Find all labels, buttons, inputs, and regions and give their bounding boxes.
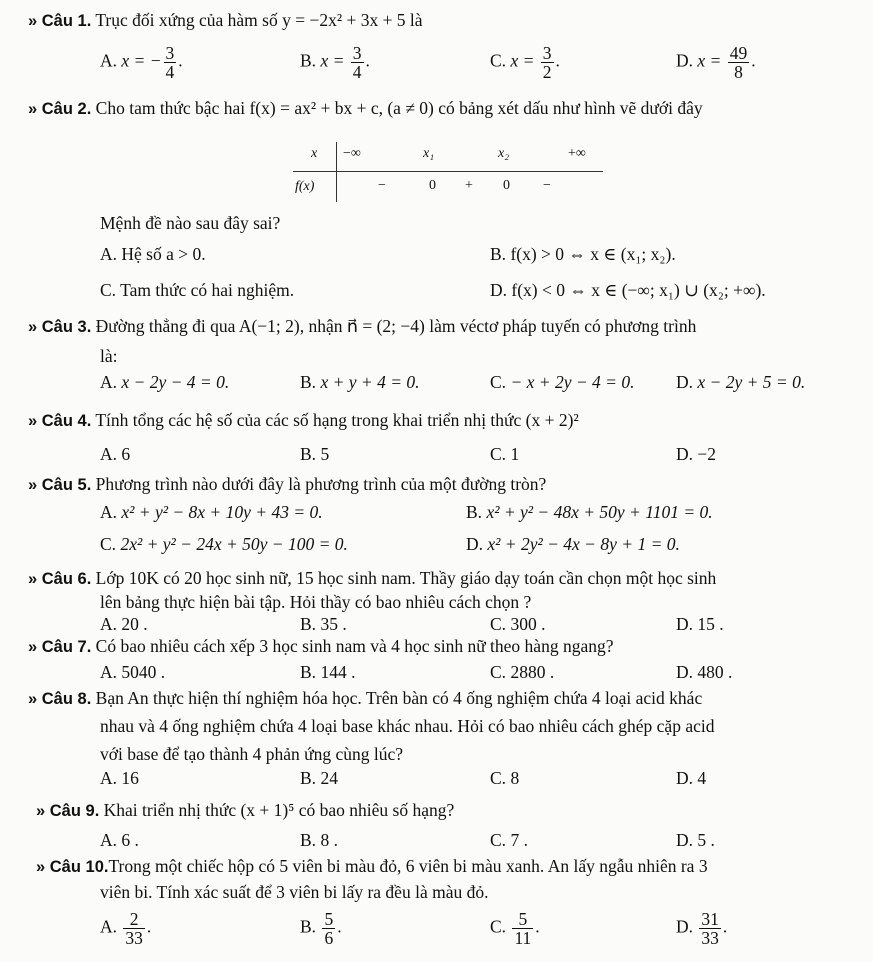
q8-text3: với base để tạo thành 4 phản ứng cùng lúc? [100, 744, 404, 764]
option-letter: B. [466, 502, 483, 522]
q3-option-c[interactable] [490, 372, 634, 393]
option-text: x² + y² − 48x + 50y + 1101 = 0. [486, 502, 713, 522]
q3-text2: là: [100, 346, 118, 366]
q3-stem [28, 316, 696, 337]
denominator: 6 [324, 928, 334, 948]
option-letter: B. [300, 916, 317, 937]
q6-text: Lớp 10K có 20 học sinh nữ, 15 học sinh nam. Thầy giáo dạy toán cần chọn một học sinh [95, 568, 717, 588]
option-letter: D. [676, 50, 694, 71]
q2-stem [28, 98, 703, 119]
option-letter: C. [490, 614, 507, 634]
table-vline [336, 142, 337, 202]
q7-stem [28, 636, 614, 657]
table-sign: − [378, 178, 386, 193]
q6-option-c[interactable] [490, 614, 545, 635]
option-pre: x = [320, 50, 349, 71]
table-sign: + [465, 178, 473, 193]
table-hline [293, 171, 603, 172]
option-letter: C. [490, 830, 507, 850]
fraction [699, 910, 721, 947]
option-letter: D. [676, 372, 694, 392]
option-letter: A. [100, 614, 118, 634]
q5-option-a[interactable] [100, 502, 323, 523]
numerator: 3 [542, 43, 552, 63]
table-x-value: x₂ [498, 146, 510, 161]
option-text: 5040 . [121, 662, 166, 682]
table-x-value: x₁ [423, 146, 435, 161]
option-text: 20 . [121, 614, 148, 634]
denominator: 4 [165, 62, 175, 82]
q4-text: Tính tổng các hệ số của các số hạng trong khai triển nhị thức (x + 2)² [95, 410, 579, 430]
numerator: 3 [165, 43, 175, 63]
q8-text2: nhau và 4 ống nghiệm chứa 4 loại base khác nhau. Hỏi có bao nhiêu cách ghép cặp acid [100, 716, 715, 736]
q4-stem [28, 410, 579, 431]
option-letter: C. [490, 50, 507, 71]
option-letter: D. [676, 614, 694, 634]
option-text: 24 [320, 768, 338, 788]
q7-option-d[interactable] [676, 662, 732, 683]
option-text: 16 [121, 768, 139, 788]
option-text: 35 . [320, 614, 347, 634]
option-text: 6 [121, 444, 131, 464]
option-post: . [365, 50, 370, 71]
option-letter: A. [100, 916, 118, 937]
table-fx-label: f(x) [295, 179, 315, 194]
table-x-value: +∞ [568, 146, 586, 161]
numerator: 3 [352, 43, 362, 63]
q5-label: » Câu 5. [28, 476, 92, 494]
option-letter: B. [300, 614, 317, 634]
q2-option-c[interactable] [100, 280, 294, 301]
q10-option-d[interactable] [676, 910, 727, 947]
q8-stem [28, 688, 702, 709]
q3-label: » Câu 3. [28, 318, 92, 336]
q2-label: » Câu 2. [28, 100, 92, 118]
table-x-label: x [311, 146, 318, 161]
sign-table [293, 138, 613, 204]
q9-option-c[interactable] [490, 830, 528, 851]
q6-stem [28, 568, 716, 589]
option-letter: A. [100, 502, 118, 522]
q4-option-d[interactable] [676, 444, 716, 465]
q6-option-d[interactable] [676, 614, 724, 635]
q1-option-a[interactable] [100, 44, 183, 81]
option-text: 2x² + y² − 24x + 50y − 100 = 0. [120, 534, 348, 554]
q1-option-b[interactable] [300, 44, 370, 81]
option-letter: B. [300, 830, 317, 850]
q10-option-b[interactable] [300, 910, 342, 947]
q2-option-b[interactable] [490, 244, 676, 265]
option-letter: A. [100, 244, 118, 264]
option-text: −2 [697, 444, 717, 464]
q1-option-c[interactable] [490, 44, 560, 81]
q10-stem [36, 856, 708, 877]
q2-question: Mệnh đề nào sau đây sai? [100, 213, 281, 233]
q5-option-b[interactable] [466, 502, 713, 523]
denominator: 11 [514, 928, 532, 948]
option-text: Hệ số a > 0. [121, 244, 206, 264]
numerator: 5 [324, 909, 334, 929]
option-pre: x = [697, 50, 726, 71]
q7-label: » Câu 7. [28, 638, 92, 656]
option-letter: D. [676, 916, 694, 937]
option-text: 5 [320, 444, 330, 464]
q5-option-d[interactable] [466, 534, 680, 555]
option-text: x² + 2y² − 4x − 8y + 1 = 0. [487, 534, 680, 554]
denominator: 4 [352, 62, 362, 82]
option-letter: B. [300, 662, 317, 682]
q9-text: Khai triển nhị thức (x + 1)⁵ có bao nhiêu số hạng? [103, 800, 455, 820]
q10-text2: viên bi. Tính xác suất để 3 viên bi lấy ra đều là màu đỏ. [100, 882, 489, 902]
table-sign: 0 [503, 178, 510, 193]
q5-stem [28, 474, 546, 495]
q3-text: Đường thẳng đi qua A(−1; 2), nhận n⃗ = (2; −4) làm véctơ pháp tuyến có phương trình [95, 316, 697, 336]
option-text: 7 . [510, 830, 528, 850]
option-post: . [535, 916, 540, 937]
fraction [728, 44, 750, 81]
fraction [541, 44, 554, 81]
option-letter: D. [676, 830, 694, 850]
option-post: . [337, 916, 342, 937]
q5-text: Phương trình nào dưới đây là phương trình của một đường tròn? [95, 474, 547, 494]
numerator: 5 [512, 910, 533, 929]
option-letter: A. [100, 768, 118, 788]
q2-text: Cho tam thức bậc hai f(x) = ax² + bx + c, (a ≠ 0) có bảng xét dấu như hình vẽ dưới đây [95, 98, 703, 118]
option-text: Tam thức có hai nghiệm. [120, 280, 295, 300]
option-letter: D. [676, 768, 694, 788]
option-text: − x + 2y − 4 = 0. [510, 372, 635, 392]
q8-text: Bạn An thực hiện thí nghiệm hóa học. Trên bàn có 4 ống nghiệm chứa 4 loại acid khác [95, 688, 703, 708]
q4-option-b[interactable] [300, 444, 329, 465]
option-text: 4 [697, 768, 707, 788]
option-text: x² + y² − 8x + 10y + 43 = 0. [121, 502, 323, 522]
option-letter: B. [300, 444, 317, 464]
q10-option-a[interactable] [100, 910, 151, 947]
q6-label: » Câu 6. [28, 570, 92, 588]
option-text: 144 . [320, 662, 356, 682]
q9-option-d[interactable] [676, 830, 715, 851]
option-text: f(x) < 0 ⇔ x ∈ (−∞; x₁) ∪ (x₂; +∞). [511, 280, 766, 300]
option-text: 2880 . [510, 662, 555, 682]
option-post: . [555, 50, 560, 71]
denominator: 33 [701, 928, 719, 948]
q1-label: » Câu 1. [28, 12, 92, 30]
q5-option-c[interactable] [100, 534, 348, 555]
q4-label: » Câu 4. [28, 412, 92, 430]
q8-option-a[interactable] [100, 768, 139, 789]
option-pre: x = − [121, 50, 162, 71]
option-letter: C. [490, 662, 507, 682]
table-sign: − [543, 178, 551, 193]
option-text: 15 . [697, 614, 724, 634]
q1-text: Trục đối xứng của hàm số y = −2x² + 3x + 5 là [95, 10, 423, 30]
denominator: 33 [125, 928, 143, 948]
q4-option-a[interactable] [100, 444, 130, 465]
option-letter: D. [676, 662, 694, 682]
q6-text2: lên bảng thực hiện bài tập. Hỏi thầy có bao nhiêu cách chọn ? [100, 592, 532, 612]
q3-option-b[interactable] [300, 372, 420, 393]
denominator: 8 [734, 62, 743, 82]
fraction [512, 910, 533, 947]
q8-label: » Câu 8. [28, 690, 92, 708]
option-letter: A. [100, 372, 118, 392]
option-pre: x = [510, 50, 539, 71]
q9-option-a[interactable] [100, 830, 139, 851]
option-letter: C. [100, 534, 117, 554]
q8-option-d[interactable] [676, 768, 706, 789]
q9-label: » Câu 9. [36, 802, 100, 820]
numerator: 31 [701, 909, 719, 929]
q8-option-c[interactable] [490, 768, 519, 789]
fraction [123, 910, 145, 947]
option-post: . [722, 916, 728, 937]
fraction [351, 44, 364, 81]
option-text: 480 . [697, 662, 733, 682]
q8-option-b[interactable] [300, 768, 338, 789]
option-letter: A. [100, 662, 118, 682]
option-text: f(x) > 0 ⇔ x ∈ (x₁; x₂). [510, 244, 676, 264]
q6-option-b[interactable] [300, 614, 347, 635]
option-letter: C. [100, 280, 117, 300]
option-text: x − 2y + 5 = 0. [697, 372, 806, 392]
option-letter: A. [100, 50, 118, 71]
q2-option-d[interactable] [490, 280, 766, 301]
fraction [164, 44, 177, 81]
option-text: 8 . [320, 830, 338, 850]
q3-option-a[interactable] [100, 372, 229, 393]
option-letter: D. [466, 534, 484, 554]
option-text: 300 . [510, 614, 546, 634]
q9-stem [36, 800, 454, 821]
option-letter: B. [490, 244, 507, 264]
option-text: 5 . [697, 830, 715, 850]
q4-option-c[interactable] [490, 444, 519, 465]
denominator: 2 [542, 62, 552, 82]
option-letter: A. [100, 444, 118, 464]
q7-option-c[interactable] [490, 662, 554, 683]
option-text: x + y + 4 = 0. [320, 372, 420, 392]
table-x-value: −∞ [343, 146, 361, 161]
option-text: x − 2y − 4 = 0. [121, 372, 230, 392]
option-post: . [146, 916, 152, 937]
numerator: 2 [123, 910, 145, 929]
q7-option-a[interactable] [100, 662, 165, 683]
q7-text: Có bao nhiêu cách xếp 3 học sinh nam và 4 học sinh nữ theo hàng ngang? [95, 636, 614, 656]
q10-text: Trong một chiếc hộp có 5 viên bi màu đỏ, 6 viên bi màu xanh. An lấy ngẫu nhiên ra 3 [108, 856, 708, 876]
q7-option-b[interactable] [300, 662, 355, 683]
option-letter: C. [490, 372, 507, 392]
table-sign: 0 [429, 178, 436, 193]
option-letter: C. [490, 768, 507, 788]
fraction [322, 910, 335, 947]
q6-option-a[interactable] [100, 614, 148, 635]
option-letter: A. [100, 830, 118, 850]
option-post: . [751, 50, 756, 71]
q9-option-b[interactable] [300, 830, 338, 851]
option-letter: C. [490, 916, 507, 937]
q1-stem [28, 10, 423, 31]
q10-label: » Câu 10. [36, 858, 109, 876]
option-post: . [178, 50, 183, 71]
option-letter: B. [300, 768, 317, 788]
q3-option-d[interactable] [676, 372, 805, 393]
option-letter: D. [490, 280, 508, 300]
option-text: 1 [510, 444, 520, 464]
option-letter: C. [490, 444, 507, 464]
option-text: 8 [510, 768, 520, 788]
option-letter: B. [300, 50, 317, 71]
option-text: 6 . [121, 830, 139, 850]
numerator: 49 [729, 43, 748, 63]
q10-option-c[interactable] [490, 910, 540, 947]
option-letter: D. [676, 444, 694, 464]
q2-option-a[interactable] [100, 244, 206, 265]
q1-option-d[interactable] [676, 44, 756, 81]
option-letter: B. [300, 372, 317, 392]
